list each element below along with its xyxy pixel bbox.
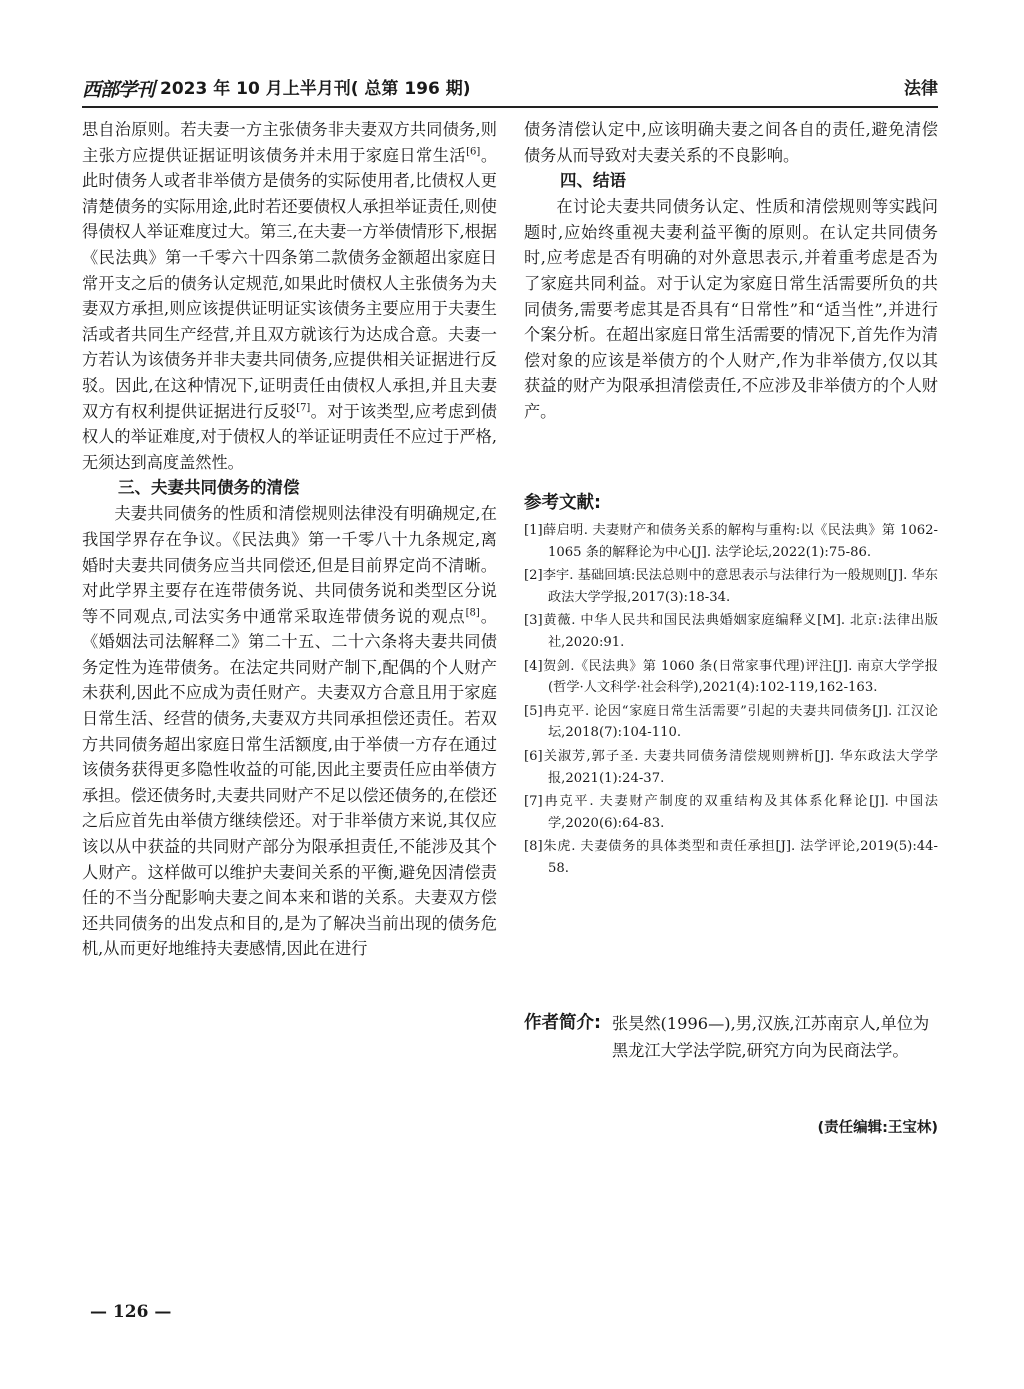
responsible-editor: (责任编辑:王宝林): [817, 1120, 938, 1136]
paragraph: 夫妻共同债务的性质和清偿规则法律没有明确规定,在我国学界存在争议。《民法典》第一千零八十九条规定,离婚时夫妻共同债务应当共同偿还,但是目前界定尚不清晰。对此学界主要存在连带债务说、共同债务说和类型区分说等不同观点,司法实务中通常采取连带债务说的观点[8]。《婚姻法司法解释二》第二十五、二十六条将夫妻共同债务定性为连带债务。在法定共同财产制下,配偶的个人财产未获利,因此不应成为责任财产。夫妻双方合意且用于家庭日常生活、经营的债务,夫妻双方共同承担偿还责任。若双方共同债务超出家庭日常生活额度,由于举债一方存在通过该债务获得更多隐性收益的可能,因此主要责任应由举债方承担。偿还债务时,夫妻共同财产不足以偿还债务的,在偿还之后应首先由举债方继续偿还。对于非举债方来说,其仅应该以从中获益的共同财产部分为限承担责任,不能涉及其个人财产。这样做可以维护夫妻间关系的平衡,避免因清偿责任的不当分配影响夫妻之间本来和谐的关系。夫妻双方偿还共同债务的出发点和目的,是为了解决当前出现的债务危机,从而更好地维持夫妻感情,因此在进行: [82, 504, 497, 959]
paragraph: 债务清偿认定中,应该明确夫妻之间各自的责任,避免清偿债务从而导致对夫妻关系的不良影响。: [524, 120, 938, 165]
page-header: [82, 66, 938, 108]
reference-item: [2]李宇. 基础回填:民法总则中的意思表示与法律行为一般规则[J]. 华东政法大学学报,2017(3):18-34.: [524, 568, 938, 605]
section-heading-3: 三、夫妻共同债务的清偿: [118, 478, 300, 498]
issue-info: 2023 年 10 月上半月刊( 总第 196 期): [160, 79, 471, 99]
page-number: — 126 —: [90, 1302, 172, 1322]
reference-item: [4]贺剑.《民法典》第 1060 条(日常家事代理)评注[J]. 南京大学学报(哲学·人文科学·社会科学),2021(4):102-119,162-163.: [524, 658, 938, 696]
citation: [6]: [466, 146, 481, 158]
reference-list: [524, 520, 938, 882]
reference-item: [3]黄薇. 中华人民共和国民法典婚姻家庭编释义[M]. 北京:法律出版社,2020:91.: [524, 613, 938, 650]
reference-item: [5]冉克平. 论因“家庭日常生活需要”引起的夫妻共同债务[J]. 江汉论坛,2018(7):104-110.: [524, 703, 938, 741]
section-heading-4: 四、结语: [560, 171, 626, 191]
author-label: 作者简介:: [524, 1013, 601, 1033]
left-column: [82, 117, 497, 962]
citation: [8]: [465, 607, 480, 619]
references-title: 参考文献:: [524, 493, 601, 513]
paragraph: 思自治原则。若夫妻一方主张债务非夫妻双方共同债务,则主张方应提供证据证明该债务并未用于家庭日常生活[6]。此时债务人或者非举债方是债务的实际使用者,比债权人更清楚债务的实际用途,此时若还要债权人承担举证责任,则使得债权人举证难度过大。第三,在夫妻一方举债情形下,根据《民法典》第一千零六十四条第二款债务金额超出家庭日常开支之后的债务认定规范,如果此时债权人主张债务为夫妻双方承担,则应该提供证明证实该债务主要应用于夫妻生活或者共同生产经营,并且双方就该行为达成合意。夫妻一方若认为该债务并非夫妻共同债务,应提供相关证据进行反驳。因此,在这种情况下,证明责任由债权人承担,并且夫妻双方有权利提供证据进行反驳[7]。对于该类型,应考虑到债权人的举证难度,对于债权人的举证证明责任不应过于严格,无须达到高度盖然性。: [82, 120, 498, 472]
right-column: [524, 117, 938, 425]
section-name: 法律: [904, 79, 938, 99]
author-text: 张昊然(1996—),男,汉族,江苏南京人,单位为黑龙江大学法学院,研究方向为民商法学。: [612, 1014, 930, 1060]
reference-item: [7]冉克平. 夫妻财产制度的双重结构及其体系化释论[J]. 中国法学,2020(6):64-83.: [524, 794, 938, 831]
reference-item: [1]薛启明. 夫妻财产和债务关系的解构与重构:以《民法典》第 1062-1065 条的解释论为中心[J]. 法学论坛,2022(1):75-86.: [524, 523, 938, 560]
reference-item: [8]朱虎. 夫妻债务的具体类型和责任承担[J]. 法学评论,2019(5):44-58.: [524, 839, 938, 876]
citation: [7]: [296, 402, 311, 414]
paragraph: 在讨论夫妻共同债务认定、性质和清偿规则等实践问题时,应始终重视夫妻利益平衡的原则。在认定共同债务时,应考虑是否有明确的对外意思表示,并着重考虑是否为了家庭共同利益。对于认定为家庭日常生活需要所负的共同债务,需要考虑其是否具有“日常性”和“适当性”,并进行个案分析。在超出家庭日常生活需要的情况下,首先作为清偿对象的应该是举债方的个人财产,作为非举债方,仅以其获益的财产为限承担清偿责任,不应涉及非举债方的个人财产。: [524, 197, 938, 421]
reference-item: [6]关淑芳,郭子圣. 夫妻共同债务清偿规则辨析[J]. 华东政法大学学报,2021(1):24-37.: [524, 748, 938, 786]
author-bio: [524, 1010, 938, 1064]
journal-logo: 西部学刊: [82, 79, 155, 101]
